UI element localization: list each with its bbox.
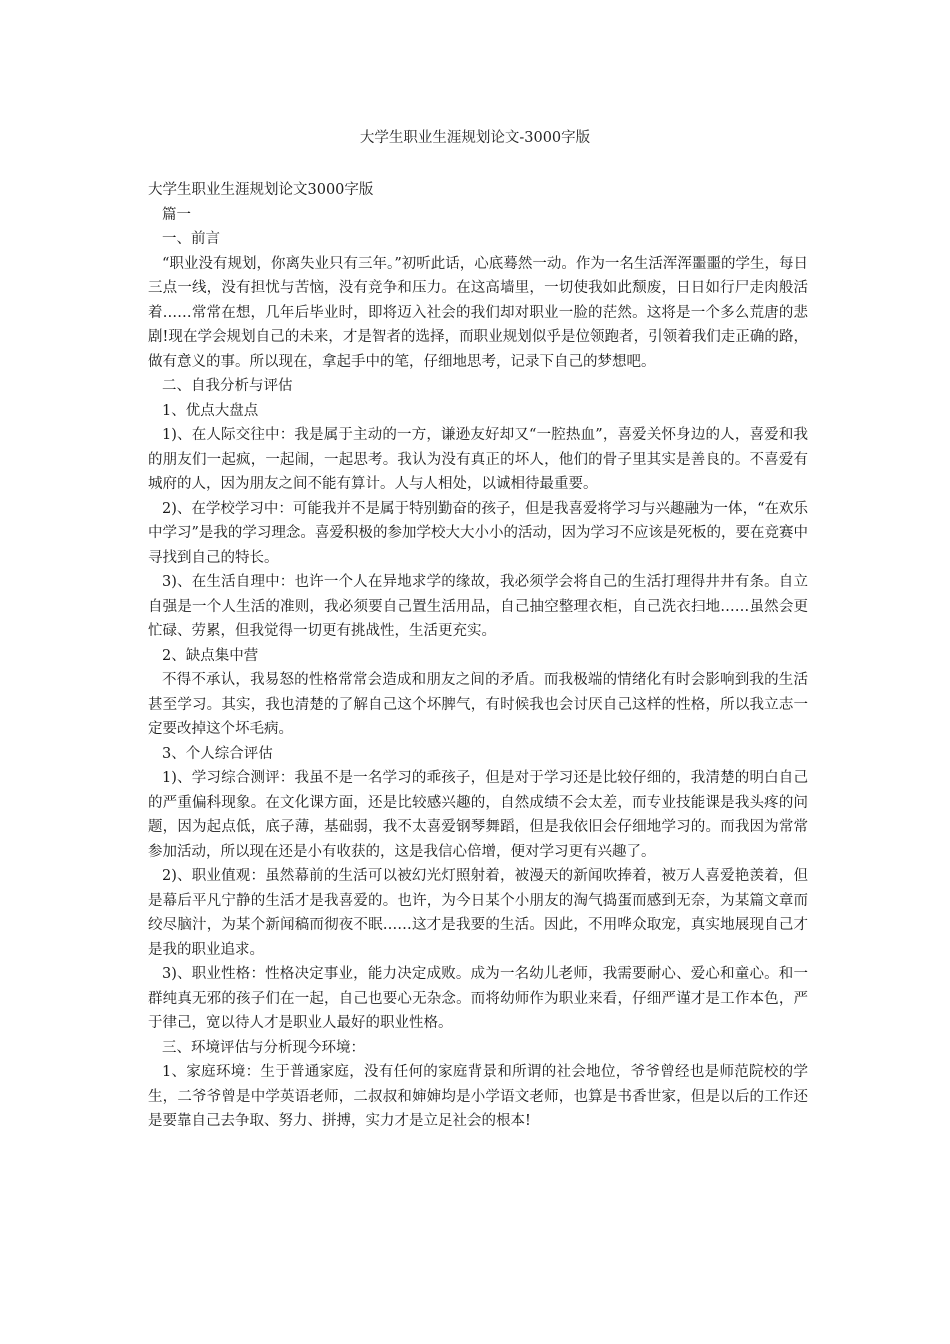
document-subtitle: 大学生职业生涯规划论文3000字版 [148,182,374,198]
paragraph-overall-2: 2)、职业值观：虽然幕前的生活可以被幻光灯照射着，被漫天的新闻吹捧着，被万人喜爱艳羡着，但是幕后平凡宁静的生活才是我喜爱的。也许，为今日某个小朋友的淘气捣蛋而感到无奈，为某篇文章而绞尽脑汁，为某个新闻稿而彻夜不眠……这才是我要的生活。因此，不用哗众取宠，真实地展现自己才是我的职业追求。 [148,868,808,958]
section-heading-environment: 三、环境评估与分析现今环境： [162,1039,365,1056]
paragraph-overall-1: 1)、学习综合测评：我虽不是一名学习的乖孩子，但是对于学习还是比较仔细的，我清楚的明白自己的严重偏科现象。在文化课方面，还是比较感兴趣的，自然成绩不会太差，而专业技能课是我头疼的问题，因为起点低，底子薄，基础弱，我不太喜爱钢琴舞蹈，但是我依旧会仔细地学习的。而我因为常常参加活动，所以现在还是小有收获的，这是我信心倍增，便对学习更有兴趣了。 [148,770,808,860]
paragraph-weakness: 不得不承认，我易怒的性格常常会造成和朋友之间的矛盾。而我极端的情绪化有时会影响到我的生活甚至学习。其实，我也清楚的了解自己这个坏脾气，有时候我也会讨厌自己这样的性格，所以我立志一定要改掉这个坏毛病。 [148,672,808,737]
paragraph-strength-2: 2)、在学校学习中：可能我并不是属于特别勤奋的孩子，但是我喜爱将学习与兴趣融为一体，“在欢乐中学习”是我的学习理念。喜爱积极的参加学校大大小小的活动，因为学习不应该是死板的，要在竞赛中寻找到自己的特长。 [148,500,808,566]
paragraph-preface: “职业没有规划，你离失业只有三年。”初听此话，心底蓦然一动。作为一名生活浑浑噩噩的学生，每日三点一线，没有担忧与苦恼，没有竞争和压力。在这高墙里，一切使我如此颓废，日日如行尸走肉般活着……常常在想，几年后毕业时，即将迈入社会的我们却对职业一脸的茫然。这将是一个多么荒唐的悲剧!现在学会规划自己的未来，才是智者的选择，而职业规划似乎是位领跑者，引领着我们走正确的路，做有意义的事。所以现在，拿起手中的笔，仔细地思考，记录下自己的梦想吧。 [148,255,808,370]
paragraph-strength-3: 3)、在生活自理中：也许一个人在异地求学的缘故，我必须学会将自己的生活打理得井井有条。自立自强是一个人生活的准则，我必须要自己置生活用品，自己抽空整理衣柜，自己洗衣扫地……虽然会更忙碌、劳累，但我觉得一切更有挑战性，生活更充实。 [148,574,808,639]
part-label: 篇一 [162,206,191,223]
section-heading-self-analysis: 二、自我分析与评估 [162,378,293,394]
document-body [148,178,808,1134]
paragraph-environment-1: 1、家庭环境：生于普通家庭，没有任何的家庭背景和所谓的社会地位，爷爷曾经也是师范院校的学生，二爷爷曾是中学英语老师，二叔叔和婶婶均是小学语文老师，也算是书香世家，但是以后的工作还是要靠自己去争取、努力、拼搏，实力才是立足社会的根本! [148,1064,808,1129]
subheading-overall-assessment: 3、个人综合评估 [162,745,273,762]
subheading-strengths: 1、优点大盘点 [162,402,259,419]
document-title: 大学生职业生涯规划论文-3000字版 [359,130,591,146]
section-heading-preface: 一、前言 [162,231,220,247]
subheading-weaknesses: 2、缺点集中营 [162,647,259,664]
paragraph-strength-1: 1)、在人际交往中：我是属于主动的一方，谦逊友好却又“一腔热血”，喜爱关怀身边的人，喜爱和我的朋友们一起疯，一起闹，一起思考。我认为没有真正的坏人，他们的骨子里其实是善良的。不喜爱有城府的人，因为朋友之间不能有算计。人与人相处，以诚相待最重要。 [148,427,808,492]
paragraph-overall-3: 3)、职业性格：性格决定事业，能力决定成败。成为一名幼儿老师，我需要耐心、爱心和童心。和一群纯真无邪的孩子们在一起，自己也要心无杂念。而将幼师作为职业来看，仔细严谨才是工作本色，严于律己，宽以待人才是职业人最好的职业性格。 [148,966,808,1031]
